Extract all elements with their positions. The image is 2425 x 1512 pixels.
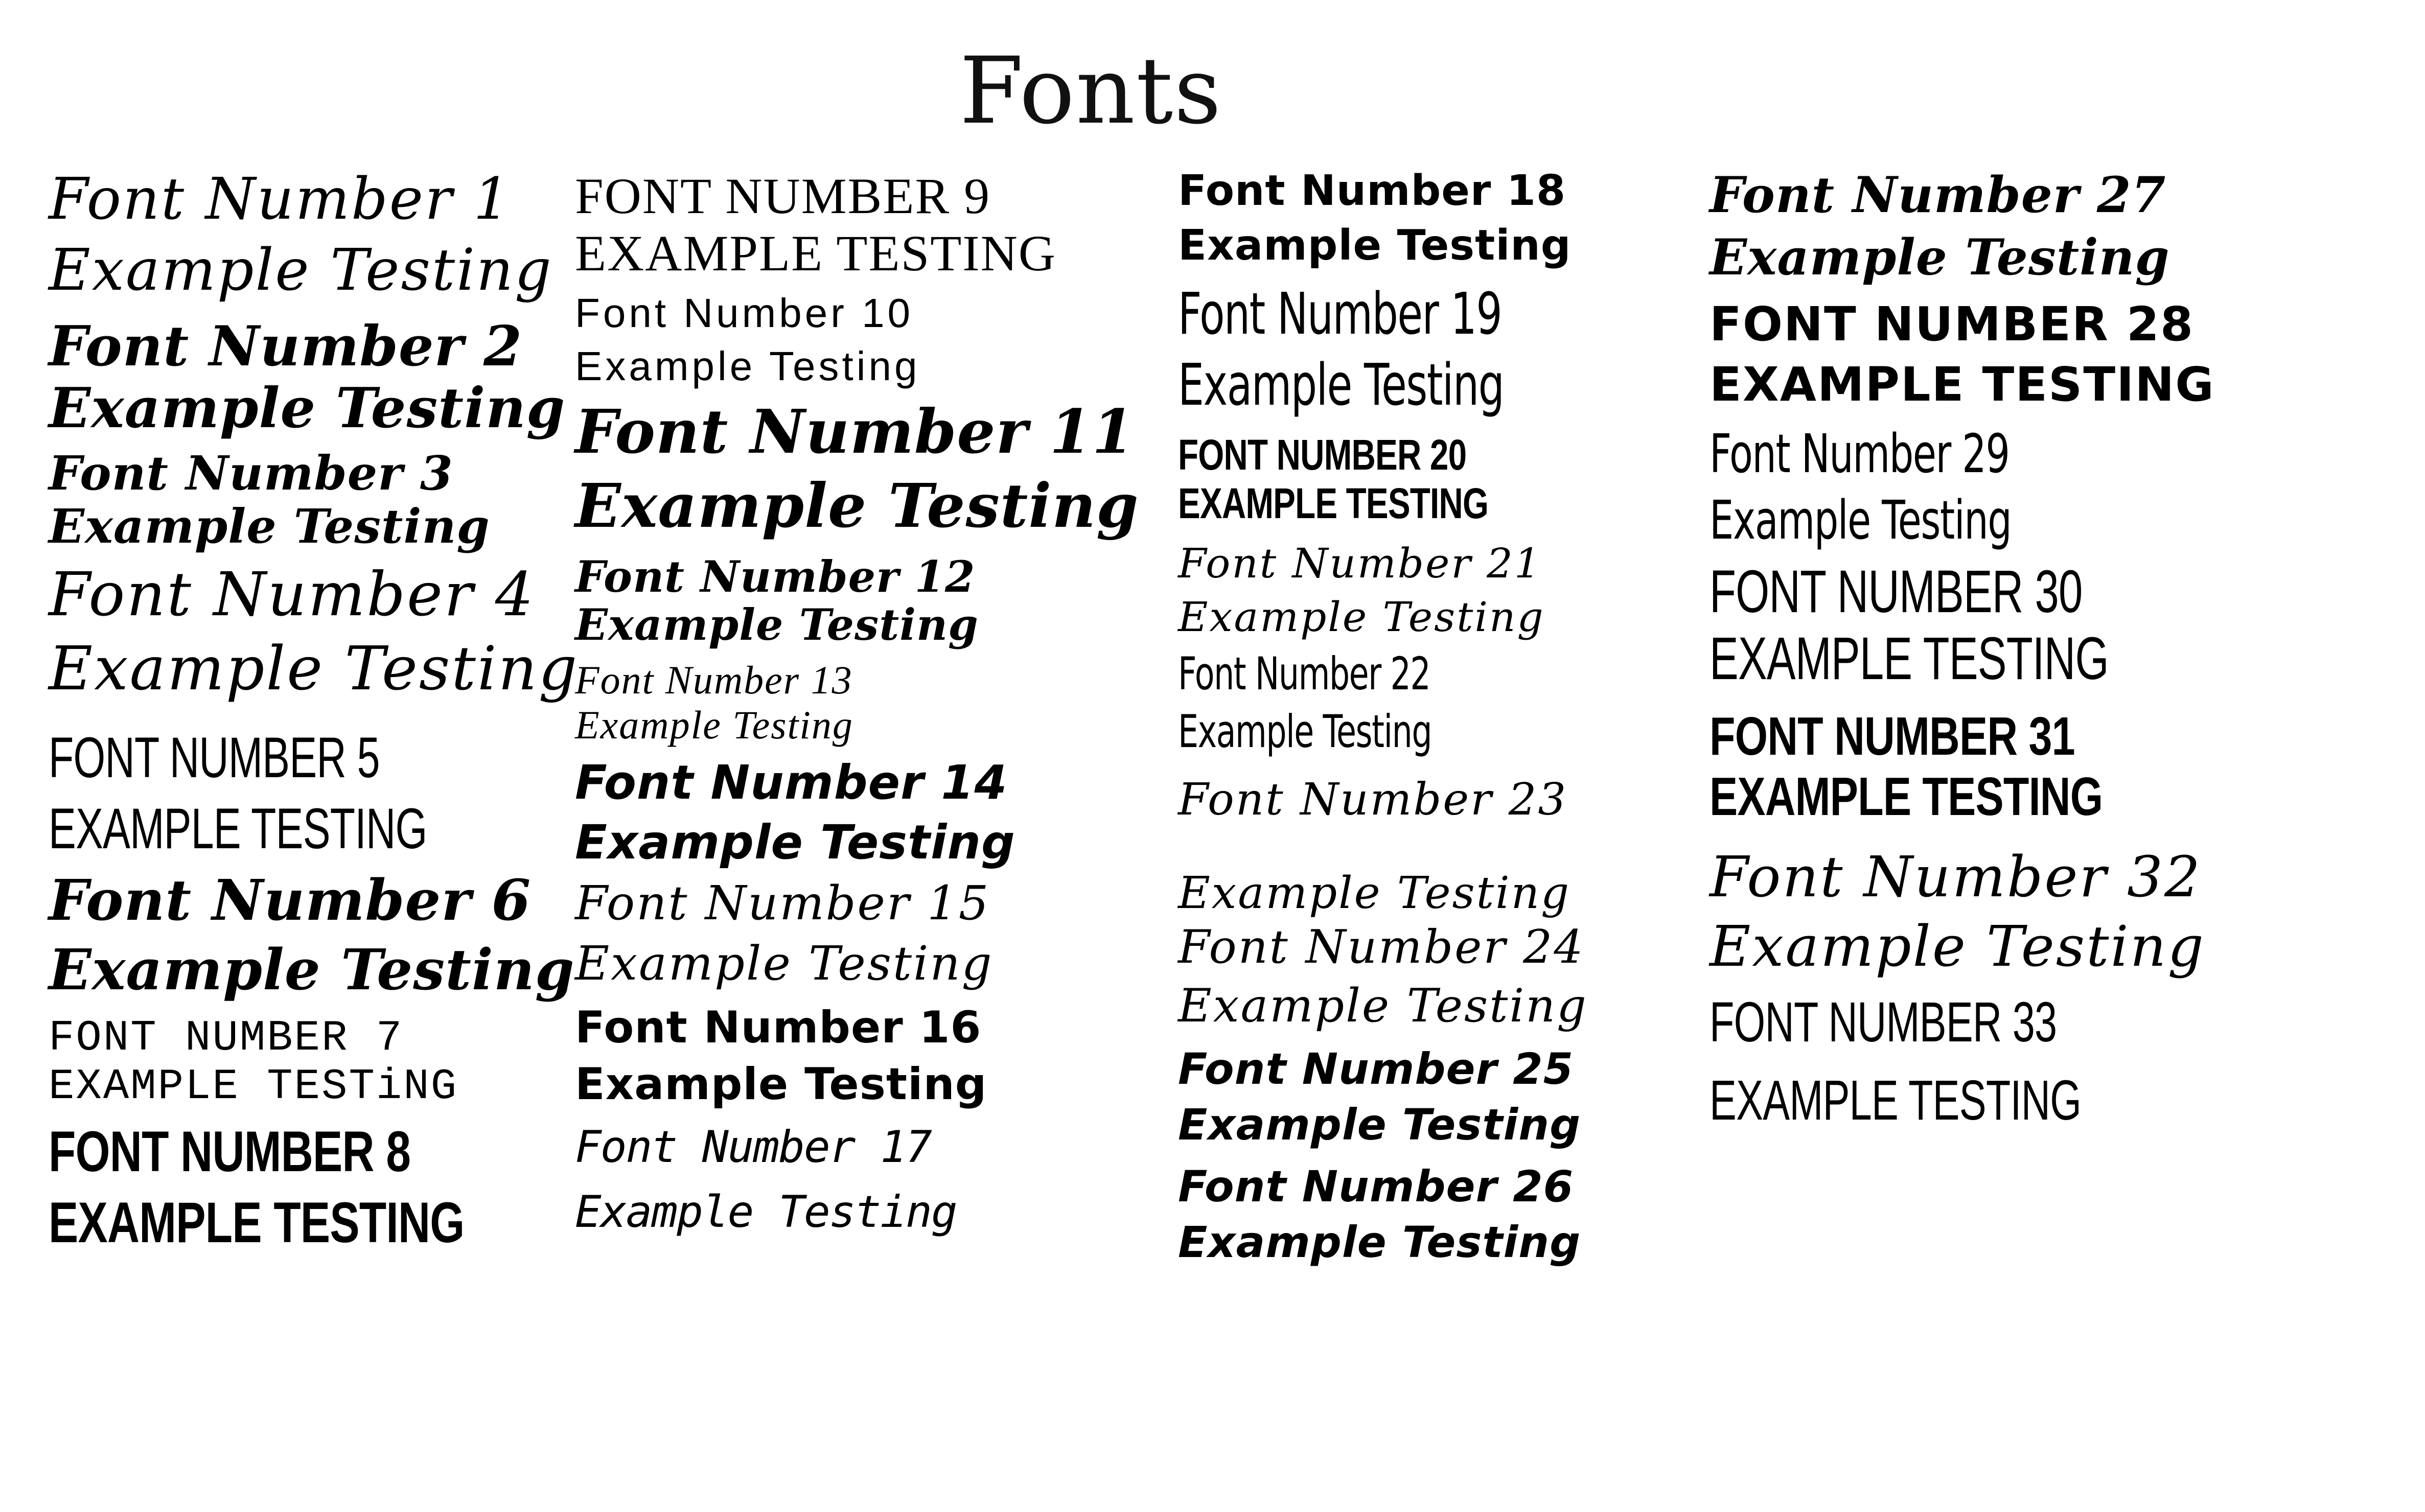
- font-sample-heading: Font Number 14: [575, 755, 1008, 810]
- font-sample-30: [1710, 557, 2225, 693]
- font-sample-28: [1710, 297, 2215, 412]
- font-sample-example: Example Testing: [1178, 868, 1571, 919]
- font-sample-13: [575, 659, 1055, 747]
- font-sample-heading: Font Number 3: [49, 446, 453, 501]
- font-sample-18: [1178, 169, 1648, 268]
- font-sample-25: [1178, 1046, 1648, 1148]
- font-sample-heading: FONT NUMBER 20: [1178, 431, 1467, 479]
- font-sample-5: [49, 727, 564, 860]
- font-sample-10: [575, 291, 1055, 389]
- font-sample-example: Example Testing: [49, 376, 566, 440]
- font-sample-heading: Font Number 2: [49, 314, 523, 379]
- font-sample-example: Example Testing: [575, 1058, 987, 1110]
- font-sample-example: Example Testing: [1710, 228, 2170, 286]
- font-sample-example: EXAMPLE TESTING: [49, 1190, 465, 1254]
- font-sample-example: EXAMPLE TESTING: [49, 796, 427, 860]
- font-sample-heading: FONT NUMBER 9: [575, 168, 991, 224]
- font-sample-example: Example Testing: [49, 498, 490, 554]
- font-sample-example: Example Testing: [1710, 489, 2012, 552]
- font-sample-heading: Font Number 10: [575, 290, 914, 336]
- font-sample-example: Example Testing: [575, 936, 994, 991]
- font-sample-32: [1710, 844, 2205, 980]
- font-sample-example: Example Testing: [1178, 705, 1432, 758]
- font-sample-heading: Font Number 23: [1178, 774, 1568, 826]
- font-sample-example: Example Testing: [49, 633, 579, 704]
- font-sample-heading: Font Number 6: [49, 867, 532, 933]
- font-sample-heading: Font Number 15: [575, 876, 990, 931]
- font-sample-example: Example Testing: [575, 1186, 957, 1238]
- font-column-4: [1710, 158, 2215, 1487]
- font-sample-9: [575, 169, 1055, 281]
- font-sample-example: EXAMPLE TESTING: [1178, 479, 1489, 527]
- font-sample-heading: FONT NUMBER 7: [49, 1014, 404, 1063]
- font-sample-example: Example Testing: [1178, 1100, 1581, 1150]
- font-sample-17: [575, 1121, 1055, 1238]
- font-sample-14: [575, 757, 1055, 868]
- font-sample-20: [1178, 432, 1736, 526]
- font-sample-22: [1178, 649, 1516, 756]
- font-sample-heading: Font Number 12: [575, 551, 976, 602]
- font-sample-example: Example Testing: [1178, 352, 1504, 419]
- font-sample-29: [1710, 423, 2041, 552]
- font-sample-example: Example Testing: [575, 599, 979, 650]
- font-sample-example: Example Testing: [49, 937, 575, 1003]
- font-sample-example: Example Testing: [49, 237, 553, 304]
- font-sample-15: [575, 878, 1055, 989]
- font-sample-heading: Font Number 1: [49, 166, 512, 232]
- font-sample-heading: Font Number 11: [575, 396, 1135, 467]
- font-sample-example: Example Testing: [575, 470, 1139, 542]
- font-sample-example: Example Testing: [1178, 593, 1545, 641]
- font-sample-example: EXAMPLE TESTING: [1710, 357, 2215, 412]
- font-sample-heading: Font Number 29: [1710, 423, 2010, 485]
- font-sample-3: [49, 448, 580, 552]
- font-sample-heading: Font Number 18: [1178, 167, 1566, 215]
- font-sample-heading: Font Number 22: [1178, 647, 1430, 701]
- font-sample-example: EXAMPLE TESTING: [1710, 1068, 2082, 1132]
- font-sample-16: [575, 1004, 1055, 1108]
- font-sample-1: [49, 166, 580, 304]
- font-sample-heading: Font Number 13: [575, 658, 853, 703]
- font-sample-example: EXAMPLE TESTiNG: [49, 1062, 458, 1111]
- font-sample-example: Example Testing: [575, 703, 853, 748]
- font-sample-heading: Font Number 19: [1178, 281, 1502, 348]
- font-sample-heading: Font Number 26: [1178, 1161, 1574, 1212]
- font-sample-heading: Font Number 24: [1178, 920, 1585, 974]
- font-sample-example: Example Testing: [1178, 221, 1572, 270]
- font-sample-heading: FONT NUMBER 28: [1710, 297, 2194, 352]
- font-sample-heading: Font Number 16: [575, 1002, 982, 1053]
- font-sample-2: [49, 314, 580, 440]
- font-sample-heading: FONT NUMBER 8: [49, 1119, 411, 1183]
- font-sample-example: EXAMPLE TESTING: [1710, 766, 2103, 827]
- font-sample-heading: FONT NUMBER 30: [1710, 557, 2083, 625]
- font-sample-33: [1710, 992, 2225, 1131]
- font-sample-heading: FONT NUMBER 5: [49, 725, 380, 789]
- font-sample-24: [1178, 922, 1648, 1031]
- font-sample-21: [1178, 542, 1648, 639]
- font-sample-heading: FONT NUMBER 33: [1710, 991, 2057, 1054]
- font-sample-example: Example Testing: [575, 343, 920, 389]
- font-sample-heading: Font Number 32: [1710, 844, 2202, 910]
- font-sample-example: EXAMPLE TESTING: [575, 225, 1057, 282]
- font-sample-27: [1710, 166, 2170, 286]
- font-sample-heading: FONT NUMBER 31: [1710, 706, 2075, 766]
- font-sample-heading: Font Number 17: [575, 1121, 931, 1173]
- font-sample-8: [49, 1121, 607, 1254]
- font-sample-example: Example Testing: [575, 815, 1015, 870]
- font-sample-heading: Font Number 4: [49, 559, 535, 630]
- font-column-3: [1178, 158, 1648, 1487]
- font-column-2: [575, 158, 1139, 1487]
- font-column-1: [49, 158, 580, 1487]
- font-sample-12: [575, 551, 1055, 650]
- font-sample-heading: Font Number 27: [1710, 166, 2166, 224]
- font-sample-4: [49, 559, 580, 704]
- font-sample-11: [575, 396, 1139, 542]
- font-sample-26: [1178, 1161, 1648, 1267]
- font-sample-example: Example Testing: [1178, 979, 1588, 1033]
- font-sample-31: [1710, 707, 2268, 826]
- font-sample-19: [1178, 281, 1516, 419]
- font-sample-6: [49, 867, 580, 1003]
- font-sample-example: Example Testing: [1710, 914, 2205, 980]
- font-sample-7: [49, 1016, 580, 1110]
- font-sample-example: Example Testing: [1178, 1217, 1581, 1267]
- font-sample-heading: Font Number 21: [1178, 540, 1542, 588]
- page-title: Fonts: [959, 38, 1222, 145]
- font-sample-example: EXAMPLE TESTING: [1710, 625, 2109, 693]
- font-sample-23: [1178, 776, 1648, 917]
- font-sample-heading: Font Number 25: [1178, 1044, 1574, 1095]
